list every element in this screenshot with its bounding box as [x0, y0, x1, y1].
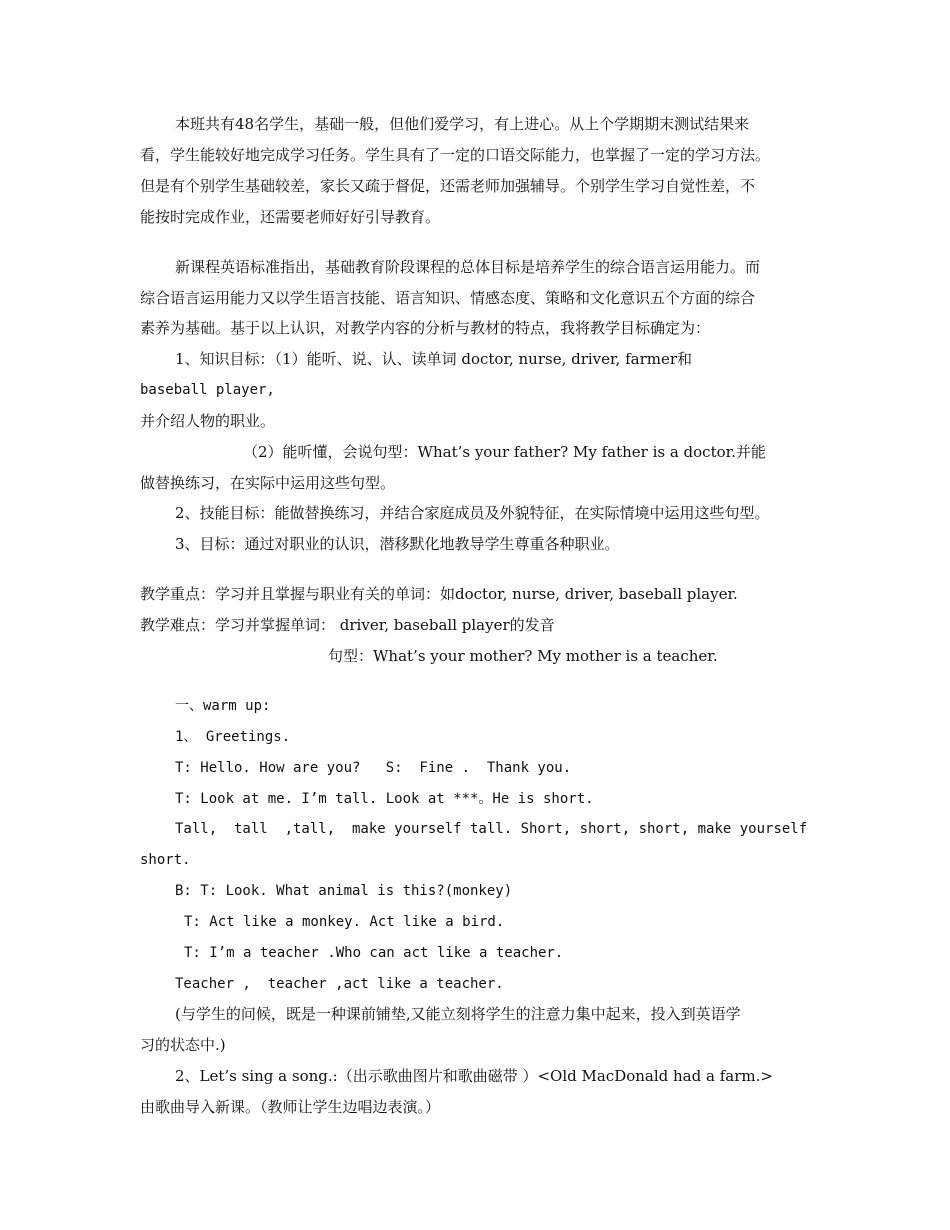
- chant-line-cont: short.: [140, 852, 191, 868]
- step-greetings: 1、 Greetings.: [175, 729, 291, 745]
- section-heading-warm-up: 一、warm up:: [175, 698, 271, 714]
- knowledge-goal-cont: 并介绍人物的职业。: [140, 412, 276, 430]
- paragraph-line: 新课程英语标准指出，基础教育阶段课程的总体目标是培养学生的综合语言运用能力。而: [175, 258, 761, 276]
- step-song-cont: 由歌曲导入新课。（教师让学生边唱边表演。）: [140, 1098, 441, 1116]
- knowledge-goal: 1、知识目标：（1）能听、说、认、读单词 doctor, nurse, driver, farmer和: [175, 350, 693, 368]
- dialog-line: T: Hello. How are you? S: Fine . Thank you.: [175, 760, 572, 776]
- paragraph-line: 素养为基础。基于以上认识，对教学内容的分析与教材的特点，我将教学目标确定为：: [140, 319, 711, 337]
- dialog-line: T: Look at me. I’m tall. Look at ***。He is short.: [175, 791, 594, 807]
- paragraph-line: 综合语言运用能力又以学生语言技能、语言知识、情感态度、策略和文化意识五个方面的综合: [140, 289, 756, 307]
- teaching-difficulty: 教学难点：学习并掌握单词： driver, baseball player的发音: [140, 616, 555, 634]
- paragraph-line: 但是有个别学生基础较差，家长又疏于督促，还需老师加强辅导。个别学生学习自觉性差，不: [140, 177, 756, 195]
- teaching-note: (与学生的问候，既是一种课前铺垫,又能立刻将学生的注意力集中起来，投入到英语学: [175, 1005, 741, 1023]
- skill-goal: 2、技能目标：能做替换练习，并结合家庭成员及外貌特征，在实际情境中运用这些句型。: [175, 504, 770, 522]
- chant-line: Tall, tall ,tall, make yourself tall. Short, short, short, make yourself: [175, 821, 808, 837]
- paragraph-line: 能按时完成作业，还需要老师好好引导教育。: [140, 208, 441, 226]
- dialog-line: T: Act like a monkey. Act like a bird.: [184, 914, 505, 930]
- paragraph-line: 看，学生能较好地完成学习任务。学生具有了一定的口语交际能力，也掌握了一定的学习方法。: [140, 146, 771, 164]
- knowledge-goal-2-cont: 做替换练习，在实际中运用这些句型。: [140, 474, 396, 492]
- knowledge-goal-cont: baseball player,: [140, 382, 275, 398]
- dialog-line: T: I’m a teacher .Who can act like a teacher.: [184, 945, 564, 961]
- paragraph-line: 本班共有48名学生，基础一般，但他们爱学习，有上进心。从上个学期期末测试结果来: [175, 115, 750, 133]
- teaching-difficulty-sentence: 句型：What’s your mother? My mother is a teacher.: [328, 647, 718, 665]
- dialog-line: B: T: Look. What animal is this?(monkey): [175, 883, 513, 899]
- knowledge-goal-2: （2）能听懂，会说句型：What’s your father? My father is a doctor.并能: [243, 443, 766, 461]
- chant-line: Teacher , teacher ,act like a teacher.: [175, 976, 504, 992]
- emotion-goal: 3、目标：通过对职业的认识，潜移默化地教导学生尊重各种职业。: [175, 535, 620, 553]
- teaching-note-cont: 习的状态中.): [140, 1036, 226, 1054]
- step-song: 2、Let’s sing a song.:（出示歌曲图片和歌曲磁带 ）<Old MacDonald had a farm.>: [175, 1067, 773, 1085]
- teaching-key-point: 教学重点：学习并且掌握与职业有关的单词：如doctor, nurse, driver, baseball player.: [140, 585, 738, 603]
